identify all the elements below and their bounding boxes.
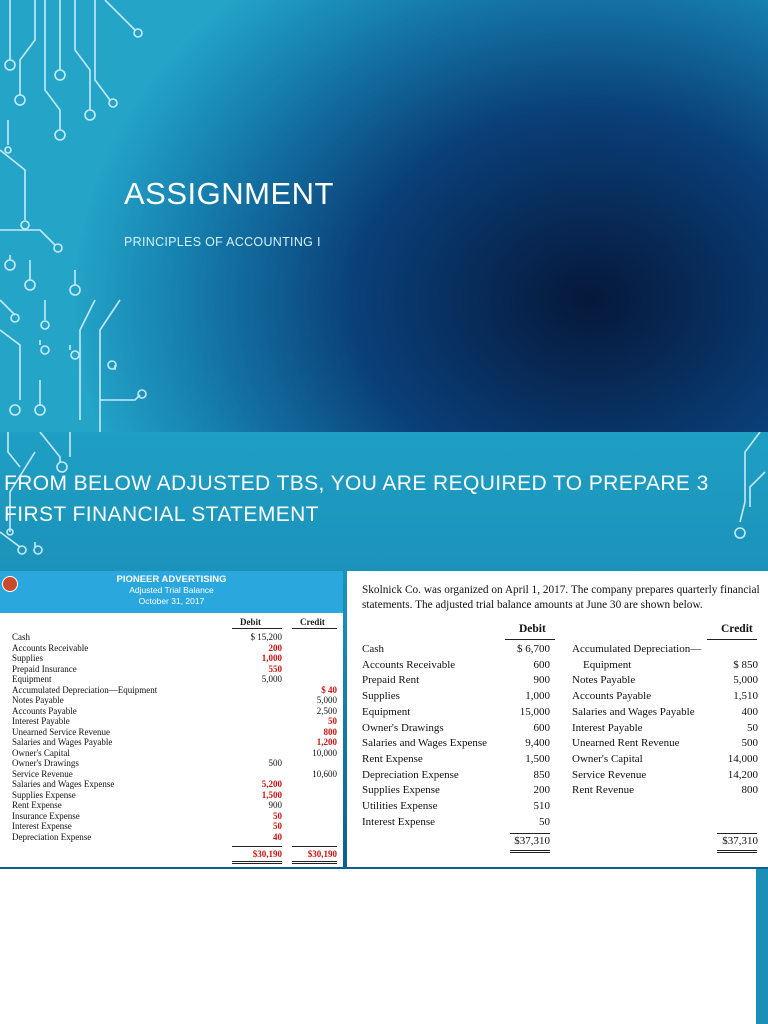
pioneer-debit-rule <box>232 628 282 629</box>
pioneer-row <box>12 821 337 832</box>
pioneer-account: Insurance Expense <box>12 810 80 821</box>
skolnick-debit-account: Interest Expense <box>362 815 435 828</box>
pioneer-credit-amount: 10,000 <box>312 747 337 758</box>
pioneer-debit-amount: 1,000 <box>261 653 282 663</box>
pioneer-credit-rule <box>292 628 337 629</box>
skolnick-credit-amount: $ 850 <box>733 658 758 671</box>
pioneer-double-rule-credit <box>292 861 337 862</box>
next-slide-edge <box>756 869 768 1024</box>
pioneer-account: Prepaid Insurance <box>12 663 77 674</box>
pioneer-double-rule-debit <box>232 861 282 862</box>
pioneer-row <box>12 632 337 643</box>
skolnick-debit-account: Rent Expense <box>362 752 423 765</box>
skolnick-debit-account: Equipment <box>362 705 411 718</box>
pioneer-row <box>12 779 337 790</box>
skolnick-debit-amount: 9,400 <box>525 737 550 750</box>
skolnick-debit-amount: 900 <box>533 674 550 687</box>
skolnick-debit-amount: 510 <box>533 800 550 812</box>
skolnick-credit-account: Accumulated Depreciation— <box>572 643 702 655</box>
skolnick-credit-account: Rent Revenue <box>572 784 635 797</box>
slide-subtitle: PRINCIPLES OF ACCOUNTING I <box>124 235 321 249</box>
pioneer-credit-amount: $ 40 <box>321 684 337 695</box>
skolnick-intro: Skolnick Co. was organized on April 1, 2017. The company prepares quarterly financial statements. The adjusted trial balance amounts at June 30 are shown below. <box>362 584 760 611</box>
pioneer-row <box>12 758 337 769</box>
pioneer-total-rule-debit <box>232 846 282 847</box>
pioneer-row <box>12 695 337 706</box>
pioneer-account: Cash <box>12 632 30 642</box>
skolnick-debit-account: Owner's Drawings <box>362 721 444 734</box>
skolnick-total-rule-credit <box>717 833 757 834</box>
skolnick-credit-account: Owner's Capital <box>572 752 643 765</box>
skolnick-debit-account: Salaries and Wages Expense <box>362 737 488 750</box>
pioneer-debit-amount: $ 15,200 <box>250 632 282 642</box>
title-slide <box>0 0 768 432</box>
pioneer-debit-amount: 200 <box>268 642 282 653</box>
pioneer-debit-amount: 1,500 <box>261 789 282 800</box>
skolnick-debit-amount: 50 <box>539 815 550 828</box>
pioneer-account: Service Revenue <box>12 768 73 779</box>
skolnick-double-rule-credit <box>717 850 757 851</box>
skolnick-credit-account: Salaries and Wages Payable <box>572 705 695 718</box>
pioneer-logo-icon <box>2 576 18 592</box>
pioneer-debit-amount: 5,200 <box>261 779 282 789</box>
skolnick-debit-rule <box>505 639 555 640</box>
pioneer-account: Accumulated Depreciation—Equipment <box>12 684 158 695</box>
pioneer-credit-amount: 10,600 <box>312 768 337 779</box>
pioneer-total-debit: $30,190 <box>252 849 282 859</box>
pioneer-account: Accounts Payable <box>12 705 77 716</box>
pioneer-row <box>12 685 337 696</box>
pioneer-row <box>12 674 337 685</box>
skolnick-debit-amount: 1,000 <box>525 690 550 703</box>
pioneer-account: Unearned Service Revenue <box>12 726 110 737</box>
skolnick-credit-amount: 800 <box>741 784 758 797</box>
pioneer-header <box>0 571 343 613</box>
skolnick-total-credit: $37,310 <box>722 835 758 847</box>
pioneer-account: Supplies Expense <box>12 789 76 800</box>
skolnick-credit-amount: 400 <box>741 705 758 718</box>
pioneer-account: Interest Payable <box>12 716 70 726</box>
pioneer-company: PIONEER ADVERTISING <box>116 574 227 585</box>
pioneer-account: Accounts Receivable <box>12 642 89 653</box>
skolnick-debit-amount: 600 <box>533 721 550 734</box>
pioneer-row <box>12 664 337 675</box>
skolnick-credit-account: Interest Payable <box>572 721 643 734</box>
pioneer-account: Salaries and Wages Payable <box>12 737 113 747</box>
skolnick-credit-account: Accounts Payable <box>572 690 652 703</box>
skolnick-trial-balance <box>347 571 768 867</box>
pioneer-debit-amount: 550 <box>268 663 282 674</box>
pioneer-row <box>12 790 337 801</box>
skolnick-debit-amount: $ 6,700 <box>517 643 550 655</box>
skolnick-credit-header: Credit <box>721 623 753 635</box>
pioneer-row <box>12 716 337 727</box>
pioneer-account: Owner's Drawings <box>12 758 79 768</box>
skolnick-debit-account: Depreciation Expense <box>362 768 459 781</box>
pioneer-total-row <box>12 849 337 860</box>
skolnick-credit-amount: 5,000 <box>733 674 758 687</box>
skolnick-debit-account: Supplies <box>362 690 400 703</box>
pioneer-account: Notes Payable <box>12 695 64 705</box>
pioneer-row <box>12 811 337 822</box>
pioneer-account: Rent Expense <box>12 800 62 810</box>
pioneer-account: Interest Expense <box>12 821 72 831</box>
skolnick-total-rule-debit <box>510 833 550 834</box>
skolnick-debit-amount: 600 <box>533 658 550 671</box>
pioneer-row <box>12 653 337 664</box>
pioneer-account: Owner's Capital <box>12 747 70 758</box>
pioneer-row <box>12 727 337 738</box>
pioneer-row <box>12 706 337 717</box>
skolnick-debit-header: Debit <box>519 623 546 635</box>
pioneer-total-credit: $30,190 <box>307 849 337 859</box>
pioneer-row <box>12 643 337 654</box>
pioneer-credit-header: Credit <box>300 617 325 627</box>
pioneer-debit-amount: 5,000 <box>261 674 282 684</box>
pioneer-debit-amount: 50 <box>273 810 282 821</box>
pioneer-row <box>12 769 337 780</box>
pioneer-row <box>12 800 337 811</box>
pioneer-credit-amount: 50 <box>328 716 337 726</box>
pioneer-account: Supplies <box>12 653 44 663</box>
pioneer-statement: Adjusted Trial Balance <box>129 585 214 595</box>
skolnick-credit-amount: 14,000 <box>727 752 758 765</box>
skolnick-debit-account: Prepaid Rent <box>362 674 420 687</box>
skolnick-double-rule-debit-2 <box>510 852 550 853</box>
pioneer-account: Equipment <box>12 674 52 684</box>
skolnick-credit-rule <box>707 639 757 640</box>
slide-heading: FROM BELOW ADJUSTED TBS, YOU ARE REQUIRED TO PREPARE 3 FIRST FINANCIAL STATEMENT <box>4 472 709 526</box>
skolnick-credit-amount: 50 <box>747 721 758 734</box>
skolnick-double-rule-credit-2 <box>717 852 757 853</box>
pioneer-trial-balance <box>0 571 343 867</box>
skolnick-debit-amount: 850 <box>533 768 550 781</box>
skolnick-credit-amount: 14,200 <box>727 768 758 781</box>
slide-title: ASSIGNMENT <box>124 176 334 211</box>
pioneer-account: Salaries and Wages Expense <box>12 779 115 789</box>
skolnick-credit-account: Notes Payable <box>572 674 636 687</box>
pioneer-credit-amount: 2,500 <box>316 705 337 716</box>
skolnick-debit-account: Utilities Expense <box>362 800 438 812</box>
skolnick-debit-amount: 15,000 <box>519 705 550 718</box>
pioneer-credit-amount: 1,200 <box>316 737 337 747</box>
skolnick-credit-amount: 500 <box>741 737 758 750</box>
skolnick-debit-account: Cash <box>362 643 384 655</box>
pioneer-account: Depreciation Expense <box>12 831 92 842</box>
pioneer-debit-amount: 500 <box>268 758 282 768</box>
pioneer-double-rule-debit-2 <box>232 863 282 864</box>
pioneer-debit-amount: 50 <box>273 821 282 831</box>
pioneer-debit-header: Debit <box>240 617 261 627</box>
pioneer-debit-amount: 900 <box>268 800 282 810</box>
pioneer-row <box>12 748 337 759</box>
pioneer-credit-amount: 800 <box>323 726 337 737</box>
pioneer-total-rule-credit <box>292 846 337 847</box>
skolnick-credit-amount: 1,510 <box>733 690 758 703</box>
skolnick-credit-account: Unearned Rent Revenue <box>572 737 680 750</box>
pioneer-date: October 31, 2017 <box>138 596 205 606</box>
circuit-decoration <box>0 0 768 432</box>
skolnick-debit-amount: 1,500 <box>525 752 550 765</box>
pioneer-row <box>12 737 337 748</box>
skolnick-debit-account: Supplies Expense <box>362 784 440 797</box>
pioneer-double-rule-credit-2 <box>292 863 337 864</box>
pioneer-row <box>12 832 337 843</box>
pioneer-debit-amount: 40 <box>273 831 282 842</box>
skolnick-credit-account: Service Revenue <box>572 768 647 781</box>
skolnick-debit-account: Accounts Receivable <box>362 658 456 671</box>
skolnick-double-rule-debit <box>510 850 550 851</box>
skolnick-debit-amount: 200 <box>533 784 550 797</box>
skolnick-credit-account: Equipment <box>583 658 632 671</box>
skolnick-total-debit: $37,310 <box>514 835 550 847</box>
pioneer-credit-amount: 5,000 <box>316 695 337 705</box>
